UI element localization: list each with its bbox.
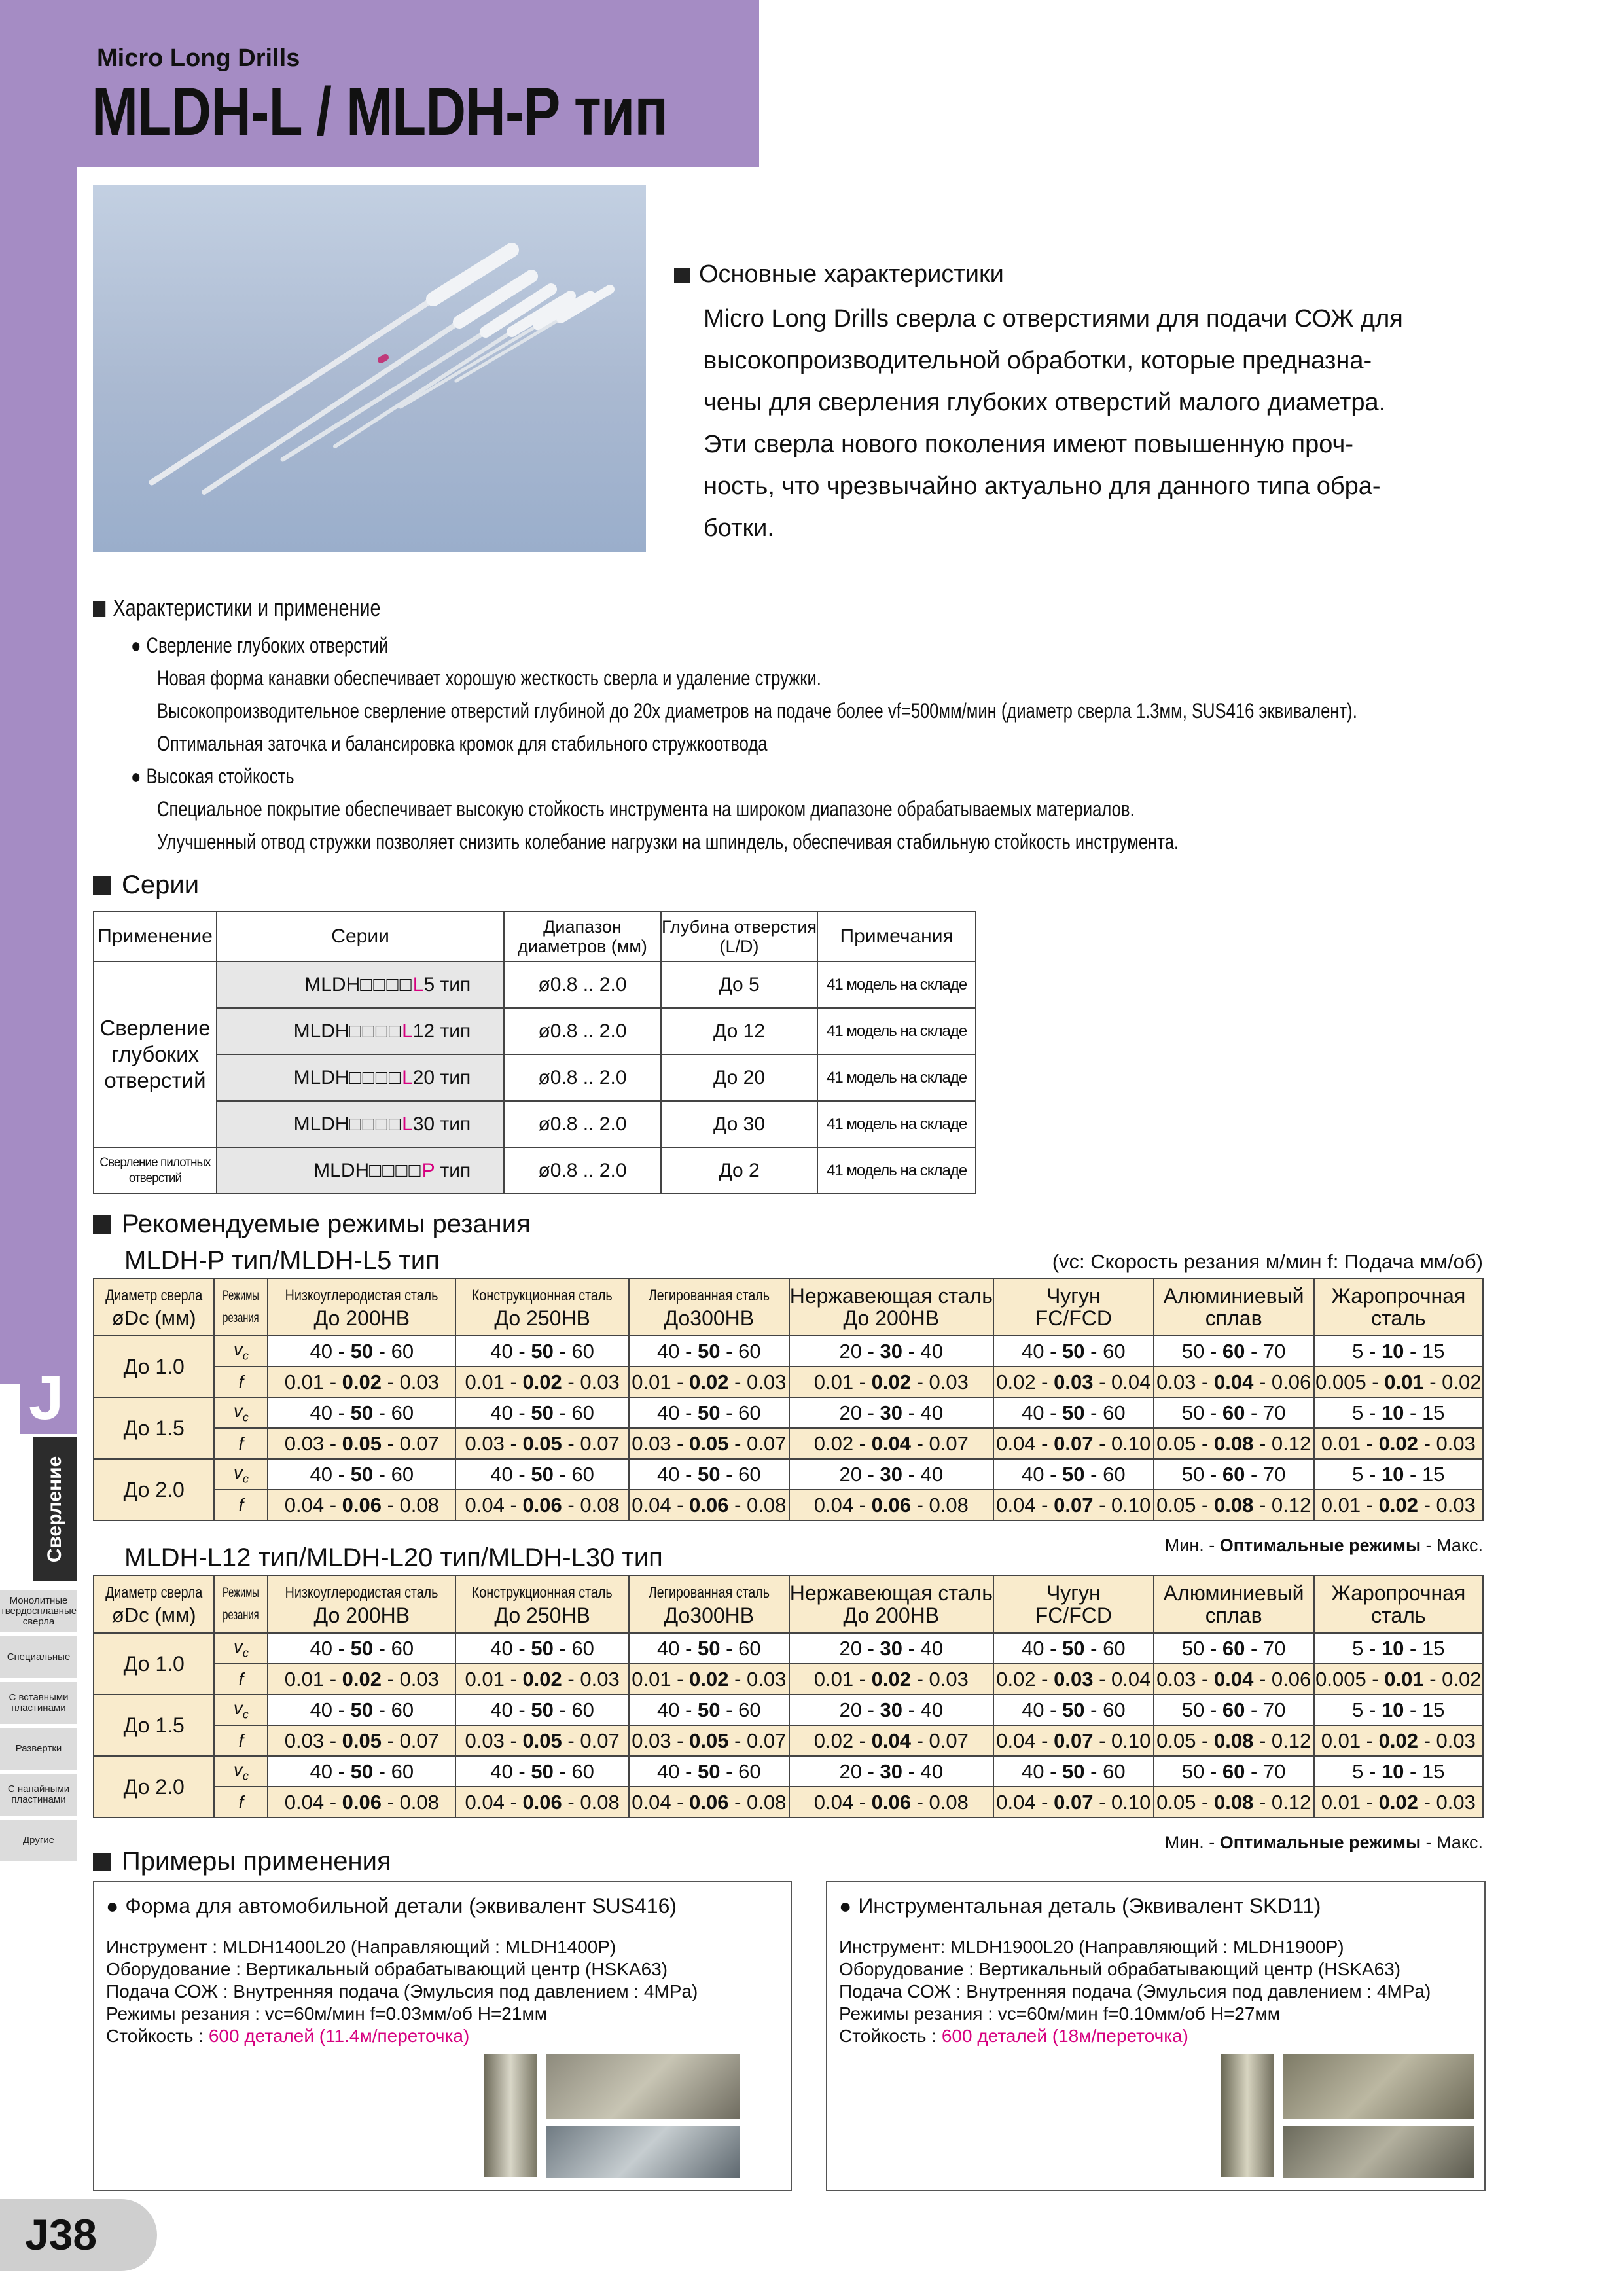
cutting-param-f: f	[214, 1490, 268, 1520]
intro-heading: Основные характеристики	[674, 260, 1004, 289]
series-app-deep: Сверление глубоких отверстий	[94, 961, 217, 1147]
cutting-f-value: 0.04 - 0.06 - 0.08	[789, 1490, 993, 1520]
series-name: MLDH□□□□L30 тип	[217, 1101, 504, 1147]
sidebar-tab-brazed[interactable]: С напайными пластинами	[0, 1774, 77, 1816]
cutting-diameter: До 1.0	[94, 1336, 214, 1397]
sidebar-band	[0, 167, 77, 1384]
cutting-header-mode: Режимы резания	[214, 1278, 268, 1336]
series-header: Серии	[217, 912, 504, 961]
cutting-param-vc: $v_c$	[214, 1336, 268, 1367]
cutting-f-value: 0.04 - 0.06 - 0.08	[455, 1787, 629, 1818]
cutting-header-material: Чугун FC/FCD	[993, 1575, 1154, 1633]
cutting-legend-bottom: Мин. - Оптимальные режимы - Макс.	[1164, 1535, 1483, 1555]
cutting-f-value: 0.05 - 0.08 - 0.12	[1154, 1490, 1314, 1520]
cutting-param-vc: $v_c$	[214, 1633, 268, 1664]
sidebar-tab-insert[interactable]: С вставными пластинами	[0, 1682, 77, 1724]
cutting-vc-value: 40 - 50 - 60	[268, 1397, 455, 1428]
series-note: 41 модель на складе	[817, 1008, 976, 1054]
cutting-diameter: До 2.0	[94, 1459, 214, 1520]
example-photo	[546, 2126, 740, 2178]
cutting-f-value: 0.01 - 0.02 - 0.03	[268, 1664, 455, 1695]
cutting-vc-value: 40 - 50 - 60	[455, 1397, 629, 1428]
cutting-vc-value: 5 - 10 - 15	[1314, 1459, 1483, 1490]
features-heading: Характеристики и применение	[93, 594, 380, 622]
cutting-f-value: 0.01 - 0.02 - 0.03	[1314, 1490, 1483, 1520]
intro-text: Micro Long Drills сверла с отверстиями для подачи СОЖ для высокопроизводительной обработки, которые предназна- чены для сверления глубоких отверстий малого диаметра. Эти сверла нового поколения имеют повышенную проч- ность, что чрезвычайно актуально для данного типа обра- ботки.	[704, 305, 1403, 542]
cutting-vc-value: 5 - 10 - 15	[1314, 1397, 1483, 1428]
cutting-f-value: 0.02 - 0.04 - 0.07	[789, 1428, 993, 1459]
cutting-diameter: До 1.5	[94, 1695, 214, 1756]
feature-line: Высокопроизводительное сверление отверстий глубиной до 20x диаметров на подаче более vf=500мм/мин (диаметр сверла 1.3мм, SUS416 эквивалент).	[157, 699, 1357, 723]
example-photo	[484, 2054, 537, 2177]
cutting-f-value: 0.04 - 0.07 - 0.10	[993, 1725, 1154, 1756]
cutting-table-1	[93, 1278, 1484, 1521]
cutting-header-material: Алюминиевый сплав	[1154, 1278, 1314, 1336]
cutting-legend-top: (vc: Скорость резания м/мин f: Подача мм/об)	[1052, 1250, 1483, 1273]
feature-deep-drilling: ● Сверление глубоких отверстий	[131, 634, 388, 658]
cutting-vc-value: 50 - 60 - 70	[1154, 1459, 1314, 1490]
cutting-param-vc: $v_c$	[214, 1756, 268, 1787]
cutting-vc-value: 40 - 50 - 60	[993, 1633, 1154, 1664]
cutting-table-1-title: MLDH-P тип/MLDH-L5 тип	[124, 1246, 440, 1275]
example-case-1: ● Форма для автомобильной детали (эквивалент SUS416) Инструмент : MLDH1400L20 (Направляющий : MLDH1400P) Оборудование : Вертикальный обрабатывающий центр (HSKA63) Подача СОЖ : Внутренняя подача (Эмульсия под давлением : 4MPa) Режимы резания : vc=60м/мин f=0.03мм/об H=21мм Стойкость : 600 деталей (11.4м/переточка)	[93, 1881, 792, 2191]
cutting-f-value: 0.02 - 0.03 - 0.04	[993, 1664, 1154, 1695]
cutting-f-value: 0.04 - 0.06 - 0.08	[268, 1787, 455, 1818]
cutting-f-value: 0.03 - 0.05 - 0.07	[268, 1428, 455, 1459]
cutting-diameter: До 1.0	[94, 1633, 214, 1695]
cutting-vc-value: 40 - 50 - 60	[629, 1459, 789, 1490]
cutting-vc-value: 5 - 10 - 15	[1314, 1695, 1483, 1725]
cutting-vc-value: 50 - 60 - 70	[1154, 1336, 1314, 1367]
cutting-vc-value: 40 - 50 - 60	[455, 1633, 629, 1664]
example-photo	[1283, 2054, 1474, 2119]
cutting-f-value: 0.005 - 0.01 - 0.02	[1314, 1367, 1483, 1397]
series-range: ø0.8 .. 2.0	[504, 1101, 661, 1147]
cutting-vc-value: 40 - 50 - 60	[268, 1756, 455, 1787]
series-range: ø0.8 .. 2.0	[504, 1008, 661, 1054]
cutting-vc-value: 40 - 50 - 60	[268, 1336, 455, 1367]
cutting-param-vc: $v_c$	[214, 1459, 268, 1490]
cutting-f-value: 0.03 - 0.05 - 0.07	[268, 1725, 455, 1756]
cutting-vc-value: 40 - 50 - 60	[455, 1695, 629, 1725]
cutting-f-value: 0.01 - 0.02 - 0.03	[629, 1664, 789, 1695]
cutting-diameter: До 2.0	[94, 1756, 214, 1818]
cutting-vc-value: 40 - 50 - 60	[455, 1336, 629, 1367]
cutting-vc-value: 40 - 50 - 60	[268, 1459, 455, 1490]
header-subtitle: Micro Long Drills	[97, 45, 300, 72]
cutting-vc-value: 50 - 60 - 70	[1154, 1756, 1314, 1787]
example-photo	[1283, 2126, 1474, 2178]
cutting-vc-value: 50 - 60 - 70	[1154, 1633, 1314, 1664]
cutting-f-value: 0.01 - 0.02 - 0.03	[1314, 1787, 1483, 1818]
cutting-legend-bottom: Мин. - Оптимальные режимы - Макс.	[1164, 1833, 1483, 1852]
cutting-f-value: 0.04 - 0.06 - 0.08	[789, 1787, 993, 1818]
cutting-header-diameter: Диаметр сверла øDc (мм)	[94, 1575, 214, 1633]
cutting-vc-value: 40 - 50 - 60	[629, 1336, 789, 1367]
cutting-vc-value: 40 - 50 - 60	[629, 1397, 789, 1428]
series-name: MLDH□□□□L12 тип	[217, 1008, 504, 1054]
cutting-vc-value: 40 - 50 - 60	[455, 1756, 629, 1787]
sidebar-tab-reamers[interactable]: Развертки	[0, 1728, 77, 1770]
cutting-vc-value: 40 - 50 - 60	[268, 1695, 455, 1725]
page-title: MLDH-L / MLDH-P тип	[92, 74, 668, 150]
cutting-header-material: Конструкционная сталь До 250HB	[455, 1278, 629, 1336]
series-header: Диапазон диаметров (мм)	[504, 912, 661, 961]
cutting-param-vc: $v_c$	[214, 1695, 268, 1725]
cutting-f-value: 0.03 - 0.05 - 0.07	[629, 1725, 789, 1756]
feature-line: Оптимальная заточка и балансировка кромок для стабильного стружкоотвода	[157, 732, 768, 755]
cutting-header-mode: Режимы резания	[214, 1575, 268, 1633]
cutting-param-f: f	[214, 1664, 268, 1695]
cutting-param-f: f	[214, 1725, 268, 1756]
cutting-vc-value: 20 - 30 - 40	[789, 1633, 993, 1664]
cutting-vc-value: 50 - 60 - 70	[1154, 1397, 1314, 1428]
page-number-badge	[0, 2199, 157, 2271]
cutting-vc-value: 40 - 50 - 60	[993, 1756, 1154, 1787]
series-header: Применение	[94, 912, 217, 961]
feature-tool-life: ● Высокая стойкость	[131, 764, 294, 789]
cutting-vc-value: 40 - 50 - 60	[455, 1459, 629, 1490]
cutting-f-value: 0.03 - 0.05 - 0.07	[455, 1725, 629, 1756]
series-note: 41 модель на складе	[817, 1101, 976, 1147]
examples-heading: Примеры применения	[93, 1847, 391, 1876]
cutting-vc-value: 40 - 50 - 60	[629, 1633, 789, 1664]
cutting-vc-value: 20 - 30 - 40	[789, 1459, 993, 1490]
cutting-f-value: 0.01 - 0.02 - 0.03	[1314, 1725, 1483, 1756]
cutting-header-material: Нержавеющая сталь До 200HB	[789, 1575, 993, 1633]
series-depth: До 12	[661, 1008, 818, 1054]
feature-line: Новая форма канавки обеспечивает хорошую жесткость сверла и удаление стружки.	[157, 666, 821, 690]
series-header: Примечания	[817, 912, 976, 961]
sidebar-tab-special[interactable]: Специальные	[0, 1636, 77, 1678]
cutting-param-f: f	[214, 1428, 268, 1459]
sidebar-tab-solid[interactable]: Монолитные твердосплавные сверла	[0, 1590, 77, 1632]
cutting-f-value: 0.01 - 0.02 - 0.03	[455, 1367, 629, 1397]
cutting-f-value: 0.04 - 0.07 - 0.10	[993, 1428, 1154, 1459]
cutting-f-value: 0.01 - 0.02 - 0.03	[789, 1367, 993, 1397]
cutting-f-value: 0.04 - 0.07 - 0.10	[993, 1787, 1154, 1818]
series-note: 41 модель на складе	[817, 1147, 976, 1194]
series-note: 41 модель на складе	[817, 1054, 976, 1101]
cutting-f-value: 0.04 - 0.06 - 0.08	[268, 1490, 455, 1520]
cutting-f-value: 0.05 - 0.08 - 0.12	[1154, 1428, 1314, 1459]
example-case-2: ● Инструментальная деталь (Эквивалент SKD11) Инструмент: MLDH1900L20 (Направляющий : MLDH1900P) Оборудование : Вертикальный обрабатывающий центр (HSKA63) Подача СОЖ : Внутренняя подача (Эмульсия под давлением : 4MPa) Режимы резания : vc=60м/мин f=0.10мм/об H=27мм Стойкость : 600 деталей (18м/переточка)	[826, 1881, 1486, 2191]
cutting-header-material: Низкоуглеродистая сталь До 200HB	[268, 1575, 455, 1633]
cutting-param-f: f	[214, 1367, 268, 1397]
sidebar-tab-drilling[interactable]: Сверление	[33, 1437, 77, 1581]
cutting-f-value: 0.05 - 0.08 - 0.12	[1154, 1787, 1314, 1818]
cutting-vc-value: 40 - 50 - 60	[993, 1459, 1154, 1490]
series-range: ø0.8 .. 2.0	[504, 1054, 661, 1101]
series-name: MLDH□□□□L20 тип	[217, 1054, 504, 1101]
cutting-header-material: Низкоуглеродистая сталь До 200HB	[268, 1278, 455, 1336]
cutting-f-value: 0.04 - 0.06 - 0.08	[455, 1490, 629, 1520]
cutting-vc-value: 20 - 30 - 40	[789, 1397, 993, 1428]
cutting-f-value: 0.03 - 0.04 - 0.06	[1154, 1367, 1314, 1397]
cutting-table-2-title: MLDH-L12 тип/MLDH-L20 тип/MLDH-L30 тип	[124, 1543, 663, 1572]
cutting-f-value: 0.01 - 0.02 - 0.03	[268, 1367, 455, 1397]
series-depth: До 5	[661, 961, 818, 1008]
series-name: MLDH□□□□L5 тип	[217, 961, 504, 1008]
series-depth: До 30	[661, 1101, 818, 1147]
cutting-vc-value: 20 - 30 - 40	[789, 1695, 993, 1725]
cutting-vc-value: 20 - 30 - 40	[789, 1336, 993, 1367]
series-table	[93, 911, 976, 1194]
cutting-header-material: Жаропрочная сталь	[1314, 1575, 1483, 1633]
cutting-vc-value: 40 - 50 - 60	[629, 1756, 789, 1787]
cutting-param-vc: $v_c$	[214, 1397, 268, 1428]
cutting-header-material: Алюминиевый сплав	[1154, 1575, 1314, 1633]
cutting-vc-value: 40 - 50 - 60	[993, 1336, 1154, 1367]
page-number: J38	[25, 2210, 98, 2259]
cutting-f-value: 0.04 - 0.06 - 0.08	[629, 1490, 789, 1520]
feature-line: Специальное покрытие обеспечивает высокую стойкость инструмента на широком диапазоне обрабатываемых материалов.	[157, 797, 1135, 821]
cutting-header-material: Нержавеющая сталь До 200HB	[789, 1278, 993, 1336]
cutting-f-value: 0.005 - 0.01 - 0.02	[1314, 1664, 1483, 1695]
cutting-table-2	[93, 1575, 1484, 1818]
series-note: 41 модель на складе	[817, 961, 976, 1008]
series-range: ø0.8 .. 2.0	[504, 1147, 661, 1194]
series-app-pilot: Сверление пилотных отверстий	[94, 1147, 217, 1194]
series-depth: До 20	[661, 1054, 818, 1101]
section-letter: J	[29, 1363, 64, 1433]
cutting-f-value: 0.01 - 0.02 - 0.03	[455, 1664, 629, 1695]
series-name: MLDH□□□□P тип	[217, 1147, 504, 1194]
cutting-diameter: До 1.5	[94, 1397, 214, 1459]
example-photo	[546, 2054, 740, 2119]
drills-illustration	[93, 185, 646, 552]
cutting-vc-value: 5 - 10 - 15	[1314, 1336, 1483, 1367]
cutting-f-value: 0.01 - 0.02 - 0.03	[629, 1367, 789, 1397]
cutting-heading: Рекомендуемые режимы резания	[93, 1210, 531, 1239]
example-title: ● Форма для автомобильной детали (эквивалент SUS416)	[106, 1894, 677, 1918]
cutting-header-material: Легированная сталь До300HB	[629, 1575, 789, 1633]
cutting-vc-value: 5 - 10 - 15	[1314, 1633, 1483, 1664]
cutting-f-value: 0.04 - 0.06 - 0.08	[629, 1787, 789, 1818]
cutting-header-material: Чугун FC/FCD	[993, 1278, 1154, 1336]
cutting-vc-value: 40 - 50 - 60	[993, 1397, 1154, 1428]
cutting-vc-value: 40 - 50 - 60	[268, 1633, 455, 1664]
cutting-vc-value: 5 - 10 - 15	[1314, 1756, 1483, 1787]
cutting-vc-value: 50 - 60 - 70	[1154, 1695, 1314, 1725]
cutting-f-value: 0.01 - 0.02 - 0.03	[1314, 1428, 1483, 1459]
cutting-header-diameter: Диаметр сверла øDc (мм)	[94, 1278, 214, 1336]
example-title: ● Инструментальная деталь (Эквивалент SKD11)	[839, 1894, 1321, 1918]
product-photo	[93, 185, 646, 552]
cutting-vc-value: 40 - 50 - 60	[629, 1695, 789, 1725]
section-letter-tab[interactable]	[20, 1365, 77, 1434]
feature-line: Улучшенный отвод стружки позволяет снизить колебание нагрузки на шпиндель, обеспечивая стабильную стойкость инструмента.	[157, 830, 1179, 853]
series-heading: Серии	[93, 870, 199, 900]
cutting-f-value: 0.03 - 0.05 - 0.07	[629, 1428, 789, 1459]
sidebar-tab-other[interactable]: Другие	[0, 1820, 77, 1861]
cutting-param-f: f	[214, 1787, 268, 1818]
cutting-f-value: 0.02 - 0.04 - 0.07	[789, 1725, 993, 1756]
cutting-f-value: 0.02 - 0.03 - 0.04	[993, 1367, 1154, 1397]
example-photo	[1221, 2054, 1274, 2177]
cutting-f-value: 0.04 - 0.07 - 0.10	[993, 1490, 1154, 1520]
cutting-f-value: 0.03 - 0.05 - 0.07	[455, 1428, 629, 1459]
series-depth: До 2	[661, 1147, 818, 1194]
cutting-header-material: Легированная сталь До300HB	[629, 1278, 789, 1336]
cutting-f-value: 0.05 - 0.08 - 0.12	[1154, 1725, 1314, 1756]
cutting-header-material: Жаропрочная сталь	[1314, 1278, 1483, 1336]
cutting-f-value: 0.03 - 0.04 - 0.06	[1154, 1664, 1314, 1695]
cutting-header-material: Конструкционная сталь До 250HB	[455, 1575, 629, 1633]
cutting-vc-value: 40 - 50 - 60	[993, 1695, 1154, 1725]
cutting-f-value: 0.01 - 0.02 - 0.03	[789, 1664, 993, 1695]
cutting-vc-value: 20 - 30 - 40	[789, 1756, 993, 1787]
series-header: Глубина отверстия (L/D)	[661, 912, 818, 961]
series-range: ø0.8 .. 2.0	[504, 961, 661, 1008]
